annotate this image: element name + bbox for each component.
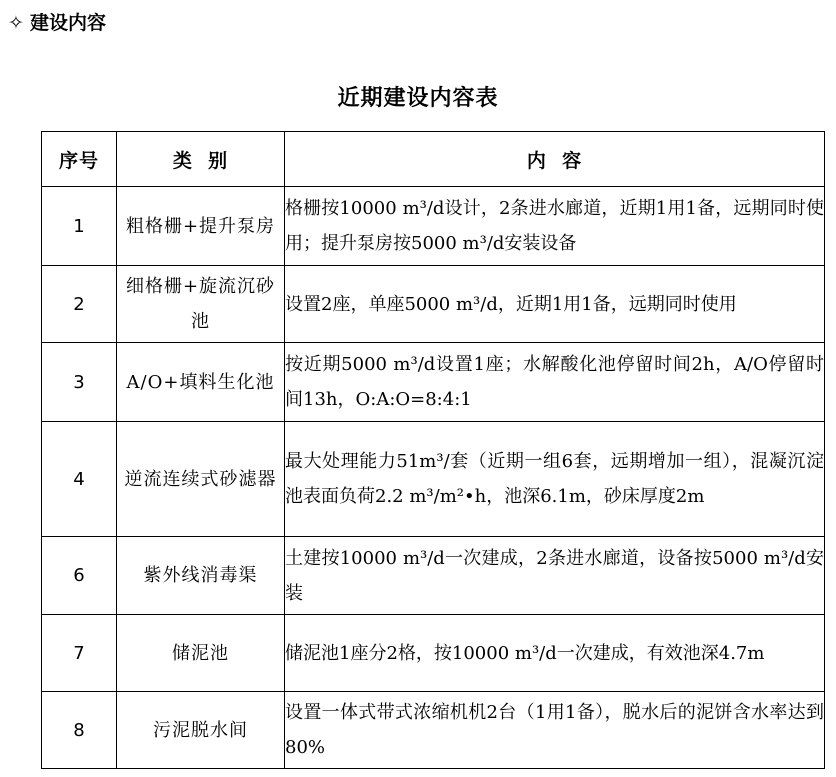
table-row <box>42 187 825 266</box>
section-title: 建设内容 <box>30 12 107 34</box>
cell-no: 2 <box>42 266 117 343</box>
cell-content: 按近期5000 m³/d设置1座；水解酸化池停留时间2h，A/O停留时间13h，O:A:O=8:4:1 <box>285 343 825 422</box>
cell-category: A/O+填料生化池 <box>117 343 285 422</box>
cell-no: 6 <box>42 537 117 615</box>
table-title: 近期建设内容表 <box>337 85 499 111</box>
cell-no: 7 <box>42 615 117 692</box>
cell-content: 最大处理能力51m³/套（近期一组6套，远期增加一组），混凝沉淀池表面负荷2.2 m³/m²•h，池深6.1m，砂床厚度2m <box>285 422 825 537</box>
header-no: 序号 <box>42 132 117 187</box>
diamond-outline-icon: ✧ <box>8 12 24 34</box>
cell-no: 3 <box>42 343 117 422</box>
table-row <box>42 422 825 537</box>
cell-no: 4 <box>42 422 117 537</box>
cell-content: 土建按10000 m³/d一次建成，2条进水廊道，设备按5000 m³/d安装 <box>285 537 825 615</box>
table-row <box>42 266 825 343</box>
cell-content: 设置2座，单座5000 m³/d，近期1用1备，远期同时使用 <box>285 266 825 343</box>
cell-category: 粗格栅+提升泵房 <box>117 187 285 266</box>
table-row <box>42 537 825 615</box>
cell-content: 储泥池1座分2格，按10000 m³/d一次建成，有效池深4.7m <box>285 615 825 692</box>
cell-content: 格栅按10000 m³/d设计，2条进水廊道，近期1用1备，远期同时使用；提升泵房按5000 m³/d安装设备 <box>285 187 825 266</box>
header-content: 内 容 <box>285 132 825 187</box>
cell-no: 1 <box>42 187 117 266</box>
table-row <box>42 343 825 422</box>
table-row <box>42 692 825 769</box>
header-category: 类 别 <box>117 132 285 187</box>
cell-category: 逆流连续式砂滤器 <box>117 422 285 537</box>
table-row <box>42 615 825 692</box>
header-row <box>42 132 825 187</box>
cell-category: 储泥池 <box>117 615 285 692</box>
construction-content-table <box>41 131 825 769</box>
cell-no: 8 <box>42 692 117 769</box>
cell-category: 污泥脱水间 <box>117 692 285 769</box>
cell-content: 设置一体式带式浓缩机机2台（1用1备），脱水后的泥饼含水率达到80% <box>285 692 825 769</box>
section-heading <box>8 8 106 35</box>
cell-category: 细格栅+旋流沉砂池 <box>117 266 285 343</box>
cell-category: 紫外线消毒渠 <box>117 537 285 615</box>
